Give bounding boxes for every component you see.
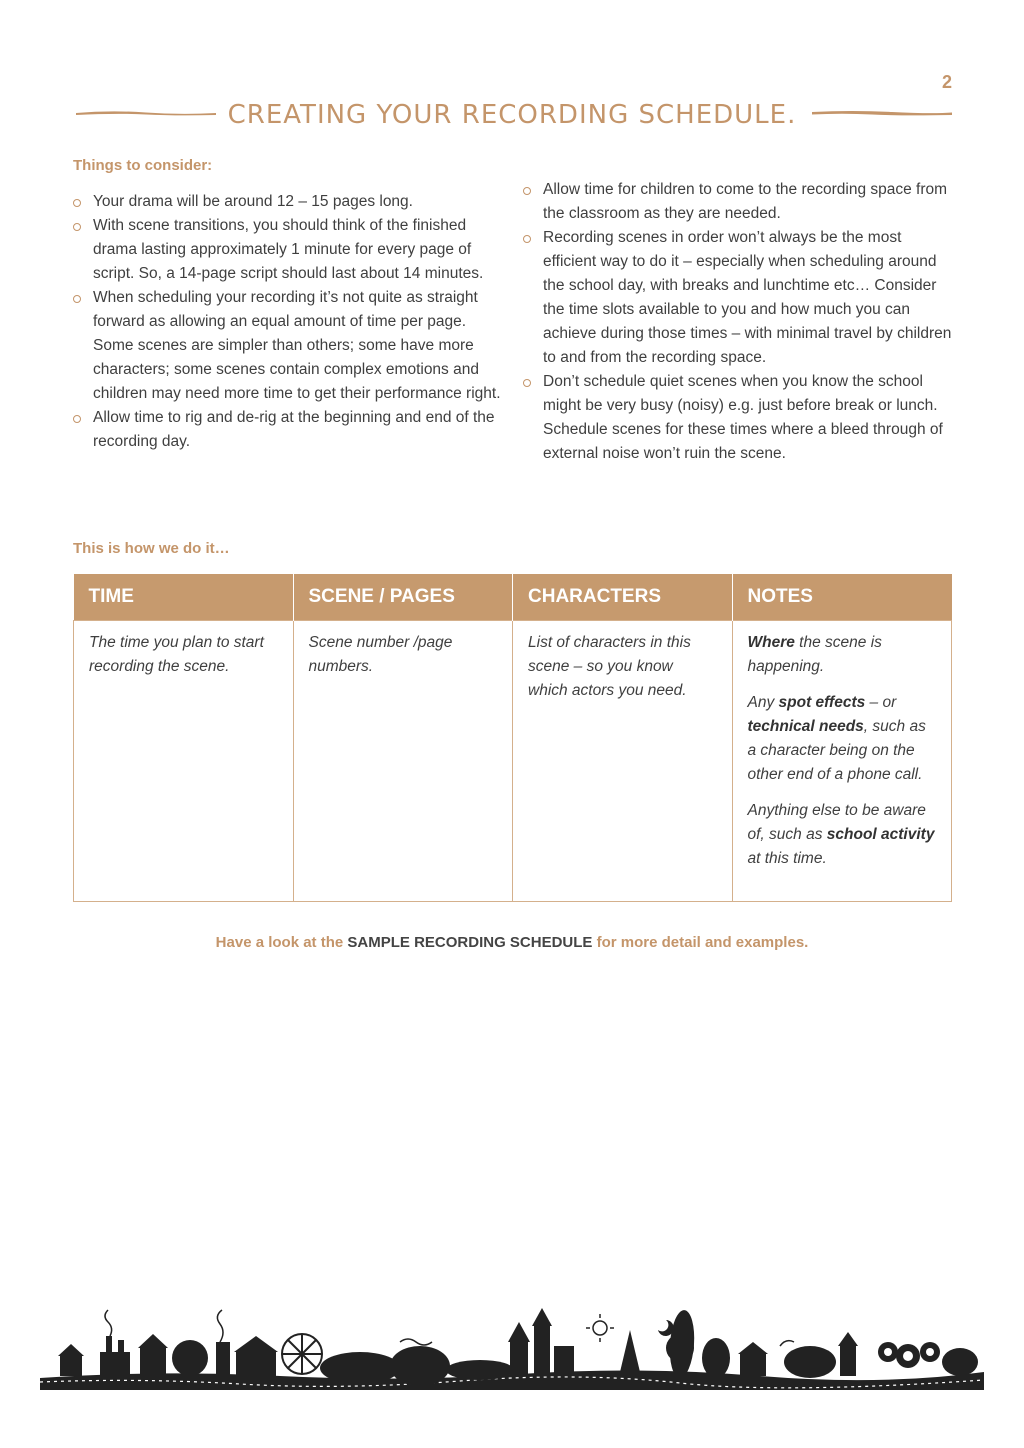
schedule-table bbox=[73, 574, 952, 902]
bullet-circle-icon bbox=[73, 415, 81, 423]
bullet-text: Allow time to rig and de-rig at the beginning and end of the recording day. bbox=[93, 409, 495, 450]
scene-cell: Scene number /page numbers. bbox=[293, 621, 513, 902]
bullet-circle-icon bbox=[73, 223, 81, 231]
bullet-text: Allow time for children to come to the recording space from the classroom as they are needed. bbox=[543, 181, 948, 222]
bullet-circle-icon bbox=[523, 187, 531, 195]
title-row bbox=[72, 96, 952, 140]
bold-text: technical needs bbox=[747, 718, 864, 735]
notes-cell bbox=[732, 621, 952, 902]
table-header-row bbox=[74, 574, 952, 621]
notes-text: – or bbox=[865, 694, 897, 711]
header-time: TIME bbox=[74, 574, 294, 621]
bullet-text: Recording scenes in order won’t always be the most efficient way to do it – especially when scheduling around the school day, with breaks and lunchtime etc… Consider the time slots available to you and how much you can achieve during those times – with minimal travel by children to and from the recording space. bbox=[543, 229, 952, 366]
footer-note bbox=[0, 934, 1024, 951]
bold-text: Where bbox=[747, 634, 795, 651]
things-to-consider-heading: Things to consider: bbox=[73, 157, 213, 174]
page-title: CREATING YOUR RECORDING SCHEDULE. bbox=[227, 100, 797, 130]
notes-activity bbox=[748, 799, 937, 871]
landscape-illustration bbox=[40, 1286, 984, 1390]
header-notes: NOTES bbox=[732, 574, 952, 621]
bullet-text: When scheduling your recording it’s not quite as straight forward as allowing an equal amount of time per page. Some scenes are simpler than others; some have more characters; some scenes contain complex emotions and children may need more time to get their performance right. bbox=[93, 289, 501, 402]
list-item bbox=[73, 406, 503, 454]
notes-text: Anything else to be aware of, such as bbox=[747, 802, 926, 843]
bullet-circle-icon bbox=[73, 295, 81, 303]
list-item bbox=[523, 226, 953, 370]
bold-text: school activity bbox=[826, 826, 935, 843]
right-bullet-list bbox=[523, 178, 953, 466]
bullet-text: Your drama will be around 12 – 15 pages long. bbox=[93, 193, 413, 210]
list-item bbox=[523, 178, 953, 226]
page-number: 2 bbox=[941, 72, 952, 92]
list-item bbox=[73, 286, 503, 406]
notes-effects bbox=[748, 691, 937, 787]
list-item bbox=[523, 370, 953, 466]
bold-text: spot effects bbox=[778, 694, 866, 711]
notes-text: at this time. bbox=[747, 850, 827, 867]
notes-text: , such as a character being on the other end of a phone call. bbox=[747, 718, 926, 783]
sample-schedule-link[interactable]: SAMPLE RECORDING SCHEDULE bbox=[347, 934, 593, 951]
bullet-circle-icon bbox=[523, 235, 531, 243]
characters-cell: List of characters in this scene – so you know which actors you need. bbox=[513, 621, 733, 902]
bullet-circle-icon bbox=[73, 199, 81, 207]
how-we-do-it-heading: This is how we do it… bbox=[73, 540, 230, 557]
brush-stroke-right bbox=[812, 110, 952, 116]
footer-text: Have a look at the bbox=[215, 934, 348, 951]
notes-where bbox=[748, 631, 937, 679]
left-bullet-list bbox=[73, 190, 503, 454]
notes-text: the scene is happening. bbox=[747, 634, 882, 675]
bullet-text: Don’t schedule quiet scenes when you know the school might be very busy (noisy) e.g. just before break or lunch. Schedule scenes for these times where a bleed through of external noise won’t ruin the scene. bbox=[543, 373, 943, 462]
bullet-text: With scene transitions, you should think of the finished drama lasting approximately 1 minute for every page of script. So, a 14-page script should last about 14 minutes. bbox=[93, 217, 484, 282]
bullet-circle-icon bbox=[523, 379, 531, 387]
list-item bbox=[73, 190, 503, 214]
list-item bbox=[73, 214, 503, 286]
header-scene-pages: SCENE / PAGES bbox=[293, 574, 513, 621]
notes-text: Any bbox=[747, 694, 779, 711]
table-row bbox=[74, 621, 952, 902]
footer-text: for more detail and examples. bbox=[592, 934, 809, 951]
header-characters: CHARACTERS bbox=[513, 574, 733, 621]
time-cell: The time you plan to start recording the scene. bbox=[74, 621, 294, 902]
